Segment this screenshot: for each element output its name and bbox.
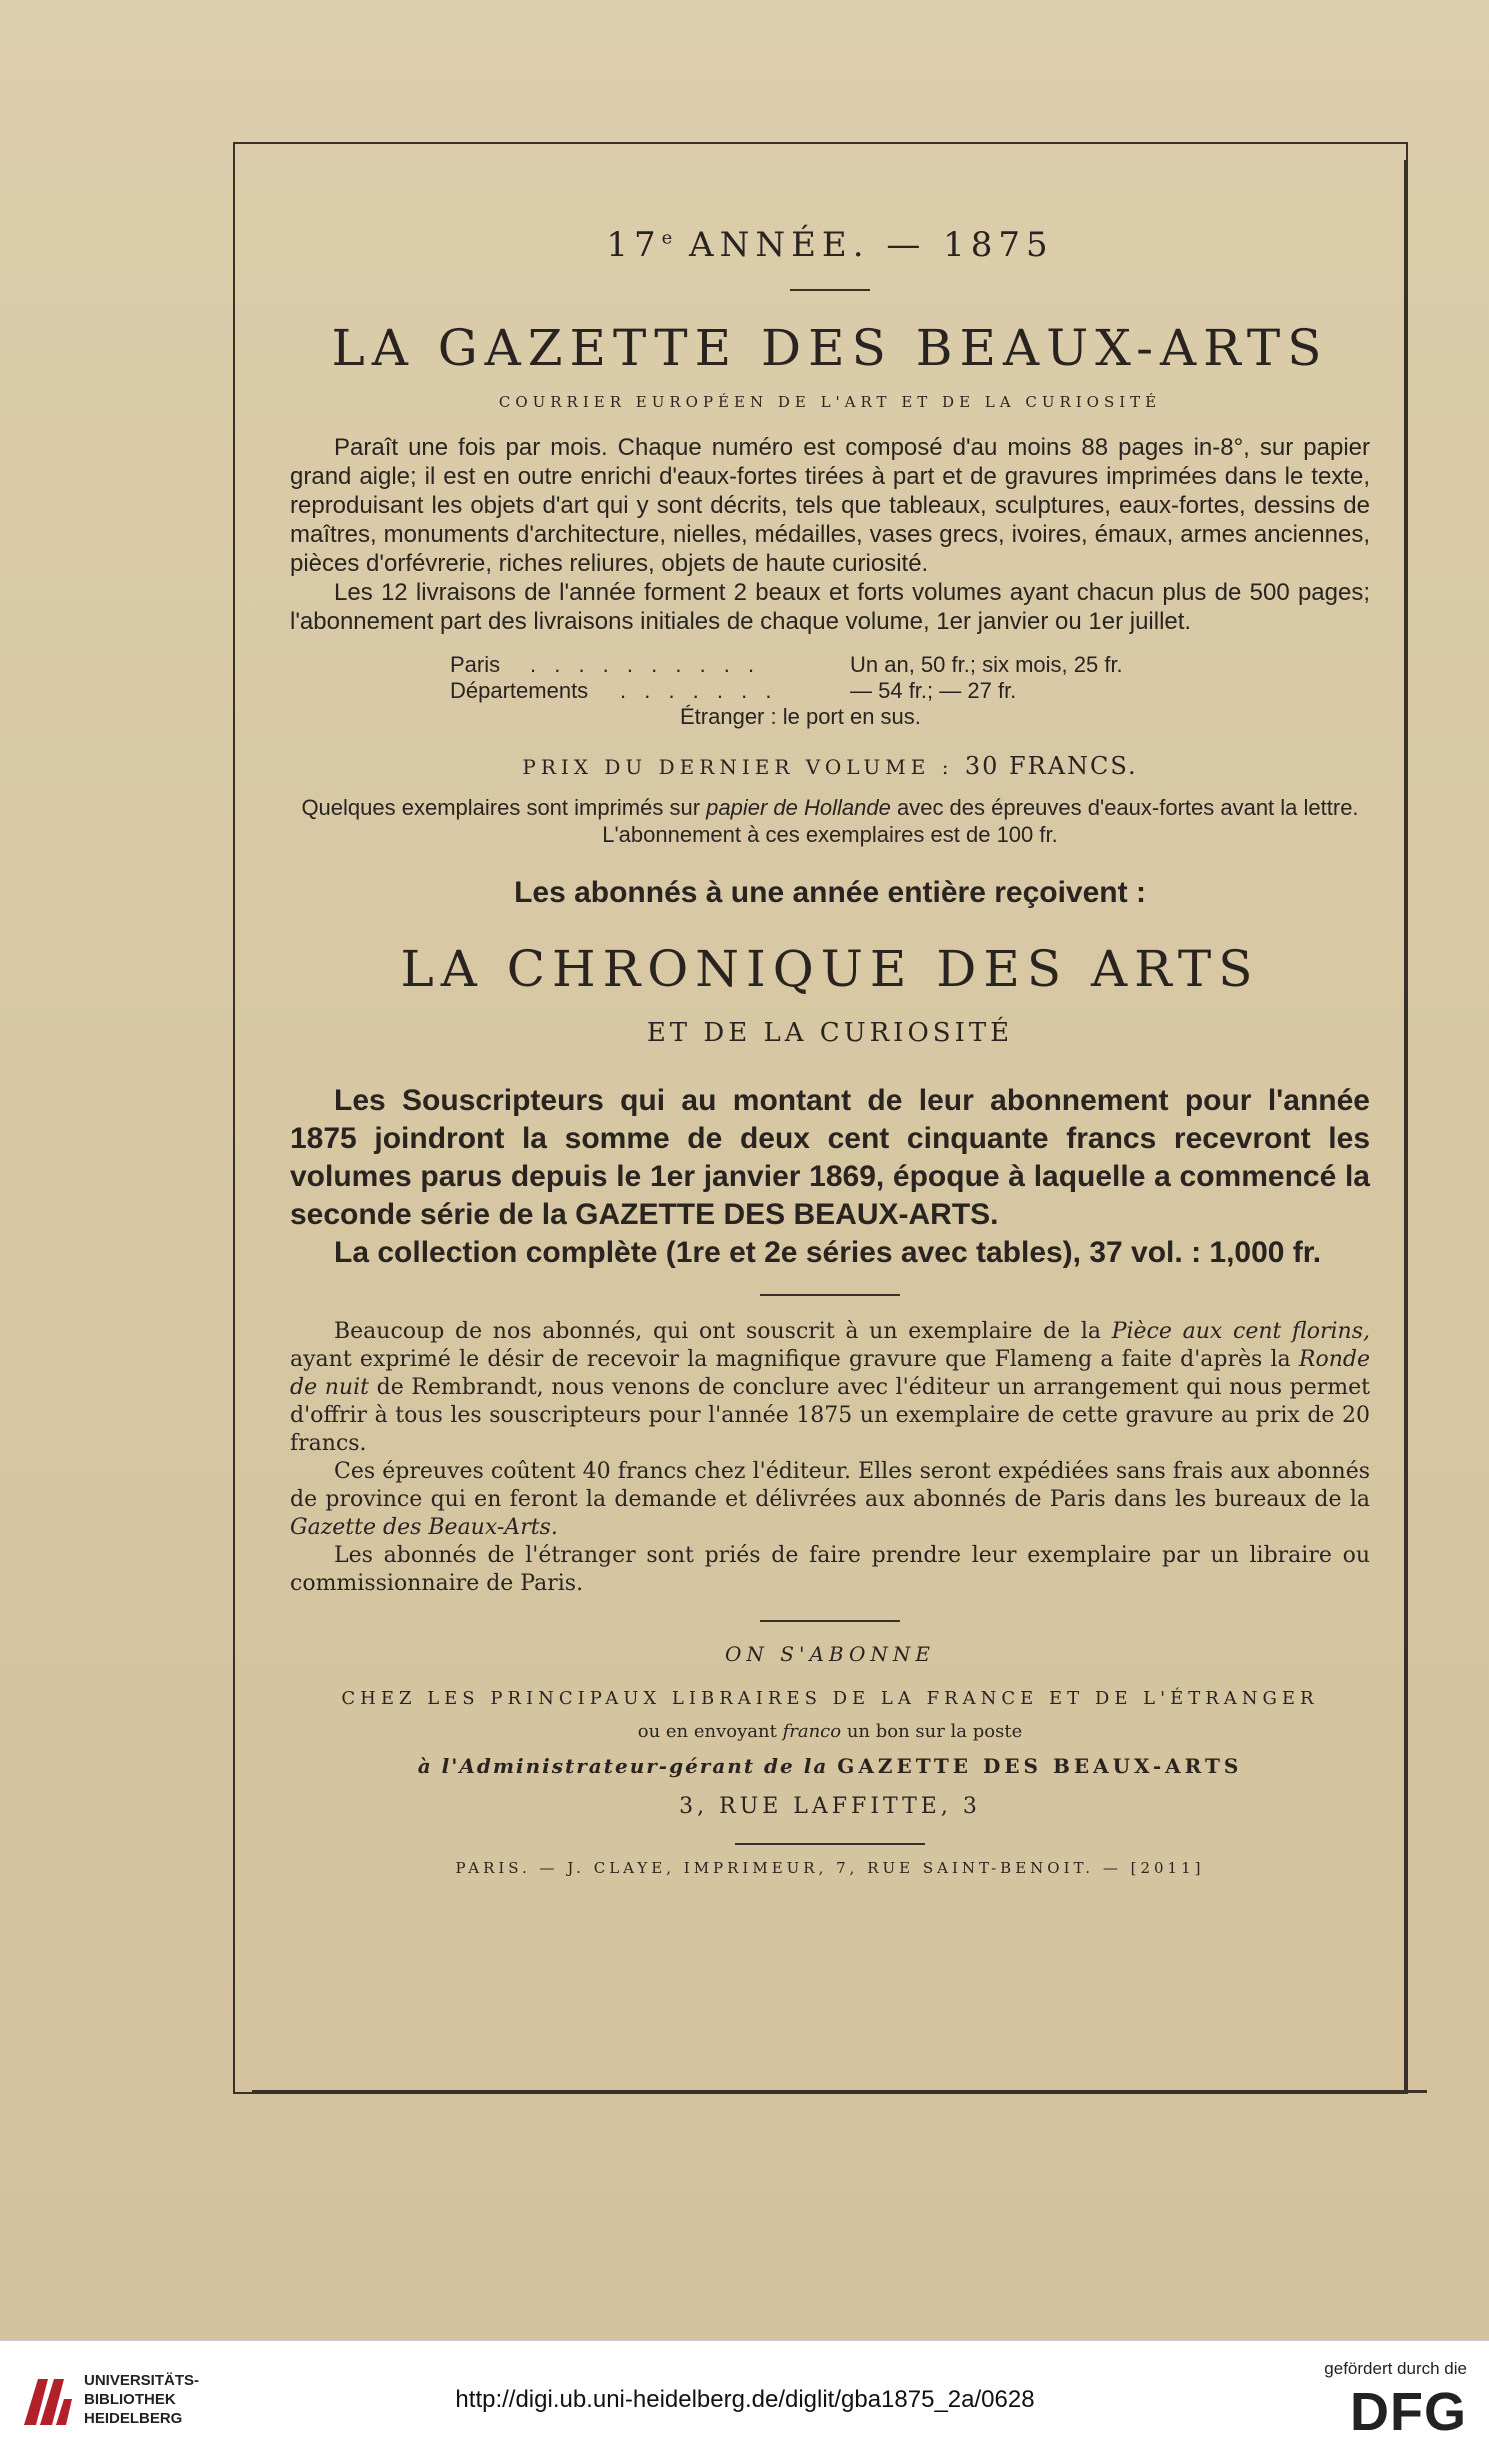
chronique-subtitle: ET DE LA CURIOSITÉ (646, 1018, 1014, 1048)
library-name-line-2: BIBLIOTHEK (84, 2391, 176, 2408)
envoyant-text-2: un bon sur la poste (841, 1721, 1023, 1742)
gazette-title: LA GAZETTE DES BEAUX-ARTS (331, 319, 1329, 377)
hollande-text-1: Quelques exemplaires sont imprimés sur (301, 795, 707, 820)
divider (735, 1843, 925, 1845)
dfg-logo: DFG (1350, 2382, 1467, 2442)
imprimeur-line: PARIS. — J. CLAYE, IMPRIMEUR, 7, RUE SAINT-BENOIT. — [2011] (455, 1859, 1205, 1877)
chronique-title: LA CHRONIQUE DES ARTS (400, 940, 1260, 998)
rembrandt-text-2: ayant exprimé le désir de recevoir la magnifique gravure que Flameng a faite d'après la (290, 1347, 1299, 1372)
price-etranger: Étranger : le port en sus. (680, 704, 921, 729)
subscribers-receive-heading: Les abonnés à une année entière reçoivent : (514, 876, 1146, 909)
divider (760, 1294, 900, 1296)
subscribers-paragraph-1: Les Souscripteurs qui au montant de leur abonnement pour l'année 1875 joindront la somme de deux cent cinquante francs recevront les volumes parus depuis le 1er janvier 1869, époque à laquelle a commencé la seconde série de la GAZETTE DES BEAUX-ARTS. (290, 1084, 1370, 1231)
library-name (84, 2371, 199, 2428)
on-s-abonne: ON S'ABONNE (725, 1642, 935, 1666)
year-text: ANNÉE. — 1875 (672, 225, 1054, 265)
dfg-funded-by: gefördert durch die (1324, 2359, 1467, 2378)
rembrandt-paragraph-1 (290, 1318, 1370, 1458)
rembrandt-text-3: de Rembrandt, nous venons de conclure avec l'éditeur un arrangement qui nous permet d'offrir à tous les souscripteurs pour l'année 1875 un exemplaire de cette gravure au prix de 20 francs. (290, 1375, 1370, 1456)
administrateur-gazette: GAZETTE DES BEAUX-ARTS (837, 1754, 1243, 1778)
administrateur-line (290, 1754, 1370, 1778)
intro-paragraph-1: Paraît une fois par mois. Chaque numéro est composé d'au moins 88 pages in-8°, sur papier grand aigle; il est en outre enrichi d'eaux-fortes tirées à part et de gravures imprimées dans le texte, reproduisant les objets d'art qui y sont décrits, tels que tableaux, sculptures, eaux-fortes, dessins de maîtres, monuments d'architecture, nielles, médailles, vases grecs, ivoires, émaux, armes anciennes, pièces d'orfévrerie, riches reliures, objets de haute curiosité. (290, 434, 1370, 577)
price-paris-value: Un an, 50 fr.; six mois, 25 fr. (850, 652, 1123, 677)
price-departements-label: Départements (450, 678, 589, 703)
subscribers-section (290, 1082, 1370, 1272)
gazette-subtitle: COURRIER EUROPÉEN DE L'ART ET DE LA CURIOSITÉ (498, 393, 1162, 411)
price-departements-dots: . . . . . . . (620, 678, 778, 703)
rembrandt-section (290, 1318, 1370, 1598)
rembrandt-italic-2: Ronde de nuit (290, 1347, 1370, 1400)
administrateur-text: à l'Administrateur-gérant de la (417, 1754, 838, 1778)
ub-heidelberg-logo-icon (18, 2371, 76, 2431)
price-list (290, 652, 1370, 734)
libraires-line: CHEZ LES PRINCIPAUX LIBRAIRES DE LA FRANCE ET DE L'ÉTRANGER (341, 1688, 1319, 1709)
envoyant-italic: franco (782, 1721, 842, 1742)
envoyant-text-1: ou en envoyant (637, 1721, 783, 1742)
envoyant-line (290, 1721, 1370, 1742)
border-shadow-bottom (252, 2090, 1427, 2093)
library-name-line-1: UNIVERSITÄTS- (84, 2372, 200, 2389)
intro-section (290, 433, 1370, 636)
price-paris-dots: . . . . . . . . . . (530, 652, 761, 677)
last-volume-price-label: PRIX DU DERNIER VOLUME : (522, 755, 965, 779)
divider (760, 1620, 900, 1622)
year-superscript: e (661, 227, 673, 249)
hollande-text-2: avec des épreuves d'eaux-fortes avant la lettre. L'abonnement à ces exemplaires est de 100 fr. (602, 795, 1359, 847)
price-departements-value: — 54 fr.; — 27 fr. (850, 678, 1017, 703)
subscribers-paragraph-2: La collection complète (1re et 2e séries avec tables), 37 vol. : 1,000 fr. (334, 1236, 1322, 1269)
hollande-note (290, 794, 1370, 848)
digitization-footer (0, 2340, 1489, 2459)
last-volume-price (290, 752, 1370, 780)
rembrandt-italic-1: Pièce aux cent florins, (1111, 1319, 1370, 1344)
rembrandt-text-4: Ces épreuves coûtent 40 francs chez l'éditeur. Elles seront expédiées sans frais aux abonnés de province qui en feront la demande et délivrées aux abonnés de Paris dans les bureaux de la (290, 1459, 1370, 1512)
divider (790, 289, 870, 291)
rembrandt-paragraph-3: Les abonnés de l'étranger sont priés de faire prendre leur exemplaire par un libraire ou commissionnaire de Paris. (290, 1543, 1370, 1596)
border-shadow-right (1404, 160, 1407, 2094)
page-content (290, 205, 1370, 1877)
year-number: 17 (606, 225, 662, 265)
last-volume-price-value: 30 FRANCS. (964, 752, 1138, 780)
rembrandt-paragraph-2 (290, 1458, 1370, 1542)
rembrandt-text-1: Beaucoup de nos abonnés, qui ont souscrit à un exemplaire de la (334, 1319, 1112, 1344)
library-name-line-3: HEIDELBERG (84, 2410, 183, 2427)
permalink-url[interactable]: http://digi.ub.uni-heidelberg.de/diglit/gba1875_2a/0628 (455, 2386, 1035, 2413)
rembrandt-italic-3: Gazette des Beaux-Arts. (290, 1515, 558, 1540)
year-heading (290, 225, 1370, 265)
intro-paragraph-2: Les 12 livraisons de l'année forment 2 beaux et forts volumes ayant chacun plus de 500 pages; l'abonnement part des livraisons initiales de chaque volume, 1er janvier ou 1er juillet. (290, 579, 1370, 635)
hollande-italic: papier de Hollande (706, 795, 891, 820)
address-line: 3, RUE LAFFITTE, 3 (679, 1794, 981, 1819)
price-paris-label: Paris (450, 652, 501, 677)
